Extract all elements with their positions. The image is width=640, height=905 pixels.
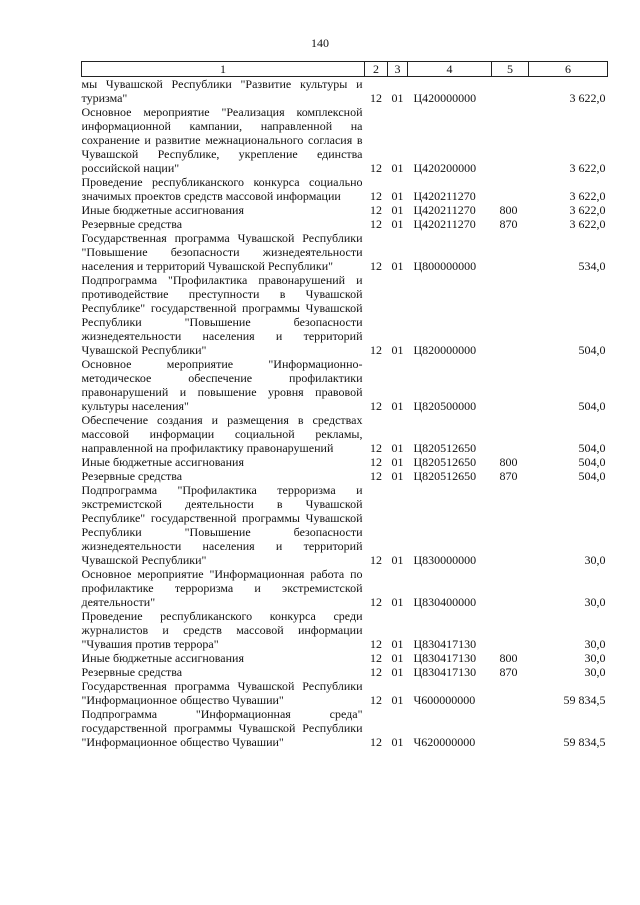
row-subsection: 01: [391, 399, 404, 413]
row-name: Государственная программа Чувашской Республики "Повышение безопасности жизнедеятельности населения и территорий Чувашской Республики": [81, 231, 363, 273]
row-section: 12: [370, 189, 382, 203]
row-section: 12: [370, 343, 382, 357]
table-row: [82, 609, 608, 651]
row-name: Подпрограмма "Информационная среда" государственной программы Чувашской Республики "Информационное общество Чувашии": [81, 707, 363, 749]
row-expense-type: [492, 231, 529, 273]
row-amount: 3 622,0: [569, 217, 606, 231]
row-amount: 30,0: [584, 595, 606, 609]
table-header: [82, 62, 608, 77]
row-section: 12: [370, 735, 382, 749]
row-subsection: 01: [391, 553, 404, 567]
table-row: [82, 357, 608, 413]
row-target-article: Ц830417130: [413, 637, 477, 651]
column-header-expense-type: 5: [492, 62, 529, 77]
table-body: [82, 77, 608, 750]
row-amount: 30,0: [584, 553, 606, 567]
row-target-article: Ц420200000: [413, 161, 477, 175]
row-amount: 504,0: [578, 469, 606, 483]
row-name: Подпрограмма "Профилактика правонарушений и противодействие преступности в Чувашской Республике" государственной программы Чувашской Республики "Повышение безопасности жизнедеятельности населения и территорий Чувашской Республики": [81, 273, 363, 357]
table-row: [82, 679, 608, 707]
row-section: 12: [370, 665, 382, 679]
row-subsection: 01: [391, 455, 404, 469]
column-header-section: 2: [365, 62, 388, 77]
row-section: 12: [370, 637, 382, 651]
row-name: Основное мероприятие "Информационно-методическое обеспечение профилактики правонарушений и повышение уровня правовой культуры населения": [81, 357, 363, 413]
row-amount: 504,0: [578, 455, 606, 469]
row-section: 12: [370, 595, 382, 609]
row-subsection: 01: [391, 203, 404, 217]
row-expense-type: 800: [499, 455, 518, 469]
row-target-article: Ц420211270: [413, 203, 476, 217]
row-amount: 3 622,0: [569, 189, 606, 203]
row-expense-type: [492, 273, 529, 357]
row-name: Иные бюджетные ассигнования: [81, 203, 244, 217]
row-expense-type: [492, 77, 529, 106]
row-subsection: 01: [391, 693, 404, 707]
table-row: [82, 469, 608, 483]
row-name: Подпрограмма "Профилактика терроризма и экстремистской деятельности в Чувашской Республике" государственной программы Чувашской Республики "Повышение безопасности жизнедеятельности населения и территорий Чувашской Республики": [81, 483, 363, 567]
row-section: 12: [370, 203, 382, 217]
row-expense-type: 800: [499, 651, 518, 665]
row-name: Резервные средства: [81, 217, 183, 231]
row-expense-type: 870: [499, 469, 518, 483]
row-amount: 3 622,0: [569, 203, 606, 217]
row-amount: 534,0: [578, 259, 606, 273]
row-target-article: Ц420211270: [413, 217, 476, 231]
row-subsection: 01: [391, 595, 404, 609]
column-header-amount: 6: [529, 62, 608, 77]
row-target-article: Ч620000000: [413, 735, 476, 749]
table-row: [82, 651, 608, 665]
row-section: 12: [370, 469, 382, 483]
row-expense-type: [492, 679, 529, 707]
row-target-article: Ц820000000: [413, 343, 477, 357]
row-subsection: 01: [391, 161, 404, 175]
row-subsection: 01: [391, 259, 404, 273]
row-expense-type: [492, 609, 529, 651]
row-target-article: Ц820512650: [413, 441, 477, 455]
row-amount: 3 622,0: [569, 91, 606, 105]
table-row: [82, 77, 608, 106]
table-row: [82, 203, 608, 217]
row-expense-type: [492, 413, 529, 455]
row-name: Резервные средства: [81, 665, 183, 679]
row-subsection: 01: [391, 217, 404, 231]
row-name: Государственная программа Чувашской Республики "Информационное общество Чувашии": [81, 679, 363, 707]
row-expense-type: [492, 357, 529, 413]
header-row: [82, 62, 608, 77]
table-row: [82, 455, 608, 469]
row-subsection: 01: [391, 469, 404, 483]
row-name: Проведение республиканского конкурса среди журналистов и средств массовой информации "Чувашия против террора": [81, 609, 363, 651]
row-section: 12: [370, 693, 382, 707]
row-name: Основное мероприятие "Реализация комплексной информационной кампании, направленной на сохранение и развитие межнационального согласия в Чувашской Республике, укрепление единства российской нации": [81, 105, 363, 175]
row-amount: 504,0: [578, 441, 606, 455]
table-row: [82, 175, 608, 203]
row-target-article: Ц830417130: [413, 651, 477, 665]
row-subsection: 01: [391, 665, 404, 679]
row-expense-type: [492, 707, 529, 749]
row-section: 12: [370, 441, 382, 455]
table-row: [82, 567, 608, 609]
row-target-article: Ц420211270: [413, 189, 476, 203]
row-name: мы Чувашской Республики "Развитие культуры и туризма": [81, 77, 363, 105]
row-amount: 59 834,5: [563, 693, 606, 707]
row-expense-type: [492, 105, 529, 175]
row-amount: 3 622,0: [569, 161, 606, 175]
row-expense-type: [492, 567, 529, 609]
table-row: [82, 231, 608, 273]
row-target-article: Ц800000000: [413, 259, 477, 273]
row-subsection: 01: [391, 441, 404, 455]
row-expense-type: 870: [499, 665, 518, 679]
table-row: [82, 707, 608, 749]
row-subsection: 01: [391, 637, 404, 651]
row-target-article: Ц830417130: [413, 665, 477, 679]
row-section: 12: [370, 399, 382, 413]
row-target-article: Ц830000000: [413, 553, 477, 567]
row-subsection: 01: [391, 343, 404, 357]
row-name: Проведение республиканского конкурса социально значимых проектов средств массовой информации: [81, 175, 363, 203]
row-section: 12: [370, 259, 382, 273]
column-header-name: 1: [82, 62, 365, 77]
row-amount: 30,0: [584, 637, 606, 651]
row-expense-type: [492, 175, 529, 203]
row-section: 12: [370, 91, 382, 105]
row-subsection: 01: [391, 651, 404, 665]
page-number: 140: [311, 36, 329, 50]
row-name: Резервные средства: [81, 469, 183, 483]
row-amount: 30,0: [584, 665, 606, 679]
row-subsection: 01: [391, 735, 404, 749]
table-row: [82, 105, 608, 175]
row-amount: 504,0: [578, 343, 606, 357]
row-target-article: Ц420000000: [413, 91, 477, 105]
column-header-target-article: 4: [408, 62, 492, 77]
row-section: 12: [370, 553, 382, 567]
row-amount: 504,0: [578, 399, 606, 413]
row-target-article: Ч600000000: [413, 693, 476, 707]
row-subsection: 01: [391, 91, 404, 105]
table-row: [82, 217, 608, 231]
column-header-subsection: 3: [388, 62, 408, 77]
table-row: [82, 665, 608, 679]
row-amount: 30,0: [584, 651, 606, 665]
row-name: Обеспечение создания и размещения в средствах массовой информации социальной рекламы, направленной на профилактику правонарушений: [81, 413, 363, 455]
row-section: 12: [370, 455, 382, 469]
row-target-article: Ц820500000: [413, 399, 477, 413]
row-name: Иные бюджетные ассигнования: [81, 651, 244, 665]
row-expense-type: 800: [499, 203, 518, 217]
row-amount: 59 834,5: [563, 735, 606, 749]
row-subsection: 01: [391, 189, 404, 203]
row-section: 12: [370, 651, 382, 665]
row-target-article: Ц820512650: [413, 455, 477, 469]
row-expense-type: [492, 483, 529, 567]
row-section: 12: [370, 217, 382, 231]
table-row: [82, 483, 608, 567]
table-row: [82, 273, 608, 357]
row-target-article: Ц820512650: [413, 469, 477, 483]
row-section: 12: [370, 161, 382, 175]
table-row: [82, 413, 608, 455]
row-name: Иные бюджетные ассигнования: [81, 455, 244, 469]
row-name: Основное мероприятие "Информационная работа по профилактике терроризма и экстремистской деятельности": [81, 567, 363, 609]
budget-table: [81, 61, 608, 749]
row-target-article: Ц830400000: [413, 595, 477, 609]
row-expense-type: 870: [499, 217, 518, 231]
